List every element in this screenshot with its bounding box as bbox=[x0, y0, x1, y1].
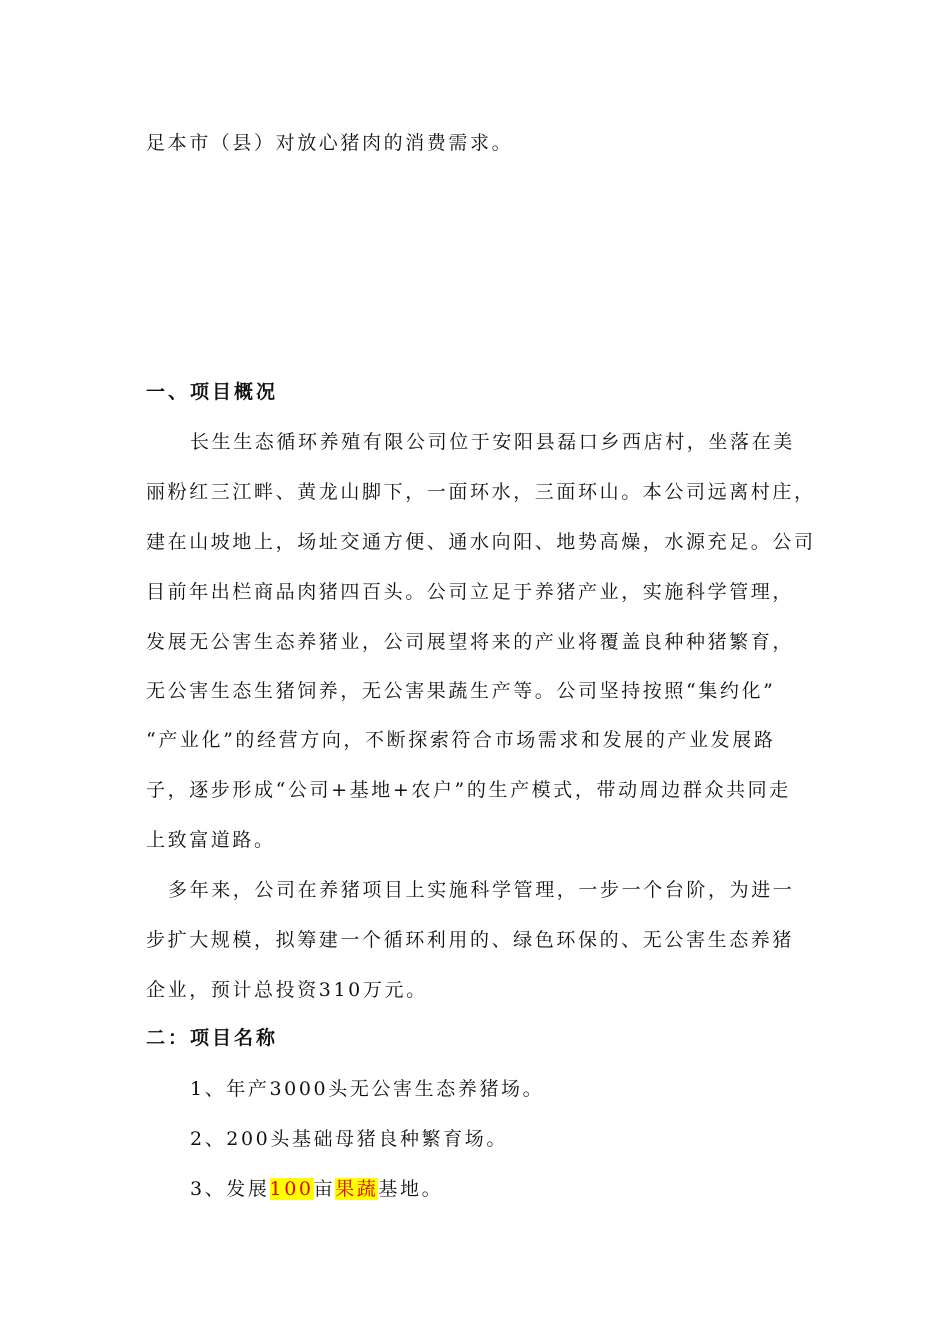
para1-line: 目前年出栏商品肉猪四百头。公司立足于养猪产业，实施科学管理， bbox=[146, 581, 795, 603]
item3-suffix: 基地。 bbox=[378, 1178, 444, 1200]
para1-line: 发展无公害生态养猪业，公司展望将来的产业将覆盖良种种猪繁育， bbox=[146, 631, 795, 653]
para1-line: “产业化”的经营方向，不断探索符合市场需求和发展的产业发展路 bbox=[146, 729, 776, 751]
para1-line: 长生生态循环养殖有限公司位于安阳县磊口乡西店村，坐落在美 bbox=[190, 431, 795, 453]
para2-line: 企业，预计总投资310万元。 bbox=[146, 979, 428, 1001]
item3-unit: 亩 bbox=[313, 1178, 336, 1200]
para1-line: 上致富道路。 bbox=[146, 829, 276, 851]
highlighted-text: 果蔬 bbox=[335, 1178, 379, 1200]
section2-heading: 二：项目名称 bbox=[146, 1027, 279, 1049]
para1-line: 无公害生态生猪饲养，无公害果蔬生产等。公司坚持按照“集约化” bbox=[146, 680, 776, 702]
project-item-1: 1、年产3000头无公害生态养猪场。 bbox=[190, 1078, 545, 1100]
project-item-3 bbox=[190, 1177, 443, 1201]
section1-heading: 一、项目概况 bbox=[146, 381, 279, 403]
para2-line: 步扩大规模，拟筹建一个循环利用的、绿色环保的、无公害生态养猪 bbox=[146, 929, 795, 951]
para1-line: 丽粉红三江畔、黄龙山脚下，一面环水，三面环山。本公司远离村庄， bbox=[146, 481, 816, 503]
para2-line: 多年来，公司在养猪项目上实施科学管理，一步一个台阶，为进一 bbox=[168, 879, 795, 901]
project-item-2: 2、200头基础母猪良种繁育场。 bbox=[190, 1128, 508, 1150]
item3-prefix: 3、发展 bbox=[190, 1178, 270, 1200]
highlighted-number: 100 bbox=[269, 1178, 314, 1200]
intro-tail-text: 足本市（县）对放心猪肉的消费需求。 bbox=[146, 132, 514, 154]
para1-line: 建在山坡地上，场址交通方便、通水向阳、地势高燥，水源充足。公司 bbox=[146, 531, 816, 553]
para1-line: 子，逐步形成“公司+基地+农户”的生产模式，带动周边群众共同走 bbox=[146, 779, 791, 801]
